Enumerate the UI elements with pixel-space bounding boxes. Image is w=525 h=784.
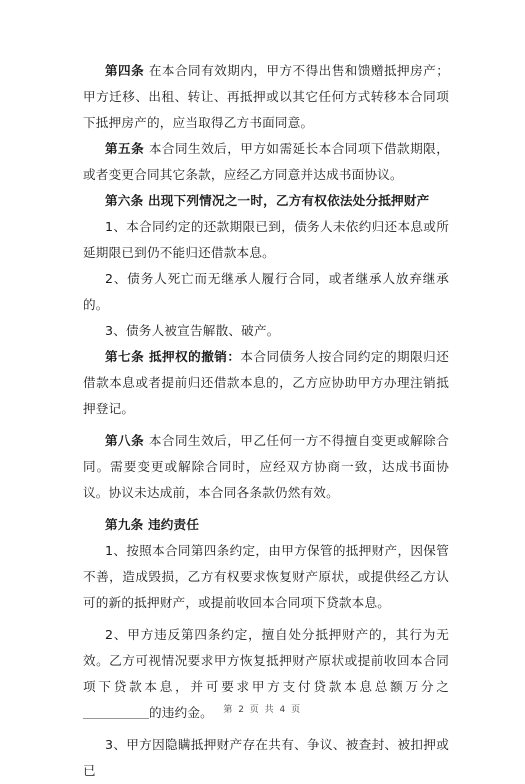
page-number-footer: 第 2 页 共 4 页 bbox=[223, 705, 302, 715]
article-5-title: 第五条 bbox=[105, 141, 145, 156]
article-6-title: 第六条 出现下列情况之一时，乙方有权依法处分抵押财产 bbox=[105, 193, 430, 208]
article-5-text: 本合同生效后，甲方如需延长本合同项下借款期限，或者变更合同其它条款，应经乙方同意并达成书面协议。 bbox=[83, 141, 449, 182]
article-5 bbox=[83, 136, 449, 188]
article-7 bbox=[83, 344, 449, 422]
article-7-text: 本合同债务人按合同约定的期限归还借款本息或者提前归还借款本息的，乙方应协助甲方办理注销抵押登记。 bbox=[83, 349, 449, 416]
article-9-item-1: 1、按照本合同第四条约定，由甲方保管的抵押财产，因保管不善，造成毁损，乙方有权要求恢复财产原状，或提供经乙方认可的新的抵押财产，或提前收回本合同项下贷款本息。 bbox=[83, 543, 449, 610]
article-4-title: 第四条 bbox=[105, 63, 145, 78]
document-body bbox=[83, 58, 449, 784]
article-9-title: 第九条 违约责任 bbox=[105, 517, 200, 532]
article-6-item-3: 3、债务人被宣告解散、破产。 bbox=[105, 323, 280, 338]
article-9-item-3: 3、甲方因隐瞒抵押财产存在共有、争议、被查封、被扣押或已 bbox=[83, 737, 449, 778]
article-4 bbox=[83, 58, 449, 136]
article-8-title: 第八条 bbox=[105, 433, 145, 448]
article-6-item-1: 1、本合同约定的还款期限已到，债务人未依约归还本息或所延期限已到仍不能归还借款本息。 bbox=[83, 219, 449, 260]
article-8 bbox=[83, 428, 449, 506]
article-8-text: 本合同生效后，甲乙任何一方不得擅自变更或解除合同。需要变更或解除合同时，应经双方协商一致，达成书面协议。协议未达成前，本合同各条款仍然有效。 bbox=[83, 433, 449, 500]
article-4-text: 在本合同有效期内，甲方不得出售和馈赠抵押房产；甲方迁移、出租、转让、再抵押或以其它任何方式转移本合同项下抵押房产的，应当取得乙方书面同意。 bbox=[83, 63, 449, 130]
article-7-title: 第七条 抵押权的撤销： bbox=[105, 349, 241, 364]
article-9-item-2-text: 2、甲方违反第四条约定，擅自处分抵押财产的，其行为无效。乙方可视情况要求甲方恢复抵押财产原状或提前收回本合同项下贷款本息，并可要求甲方支付贷款本息总额万分之 bbox=[83, 627, 449, 694]
article-9-item-2-suffix: 的违约金。 bbox=[149, 705, 213, 720]
article-6-item-2: 2、债务人死亡而无继承人履行合同，或者继承人放弃继承的。 bbox=[83, 271, 449, 312]
